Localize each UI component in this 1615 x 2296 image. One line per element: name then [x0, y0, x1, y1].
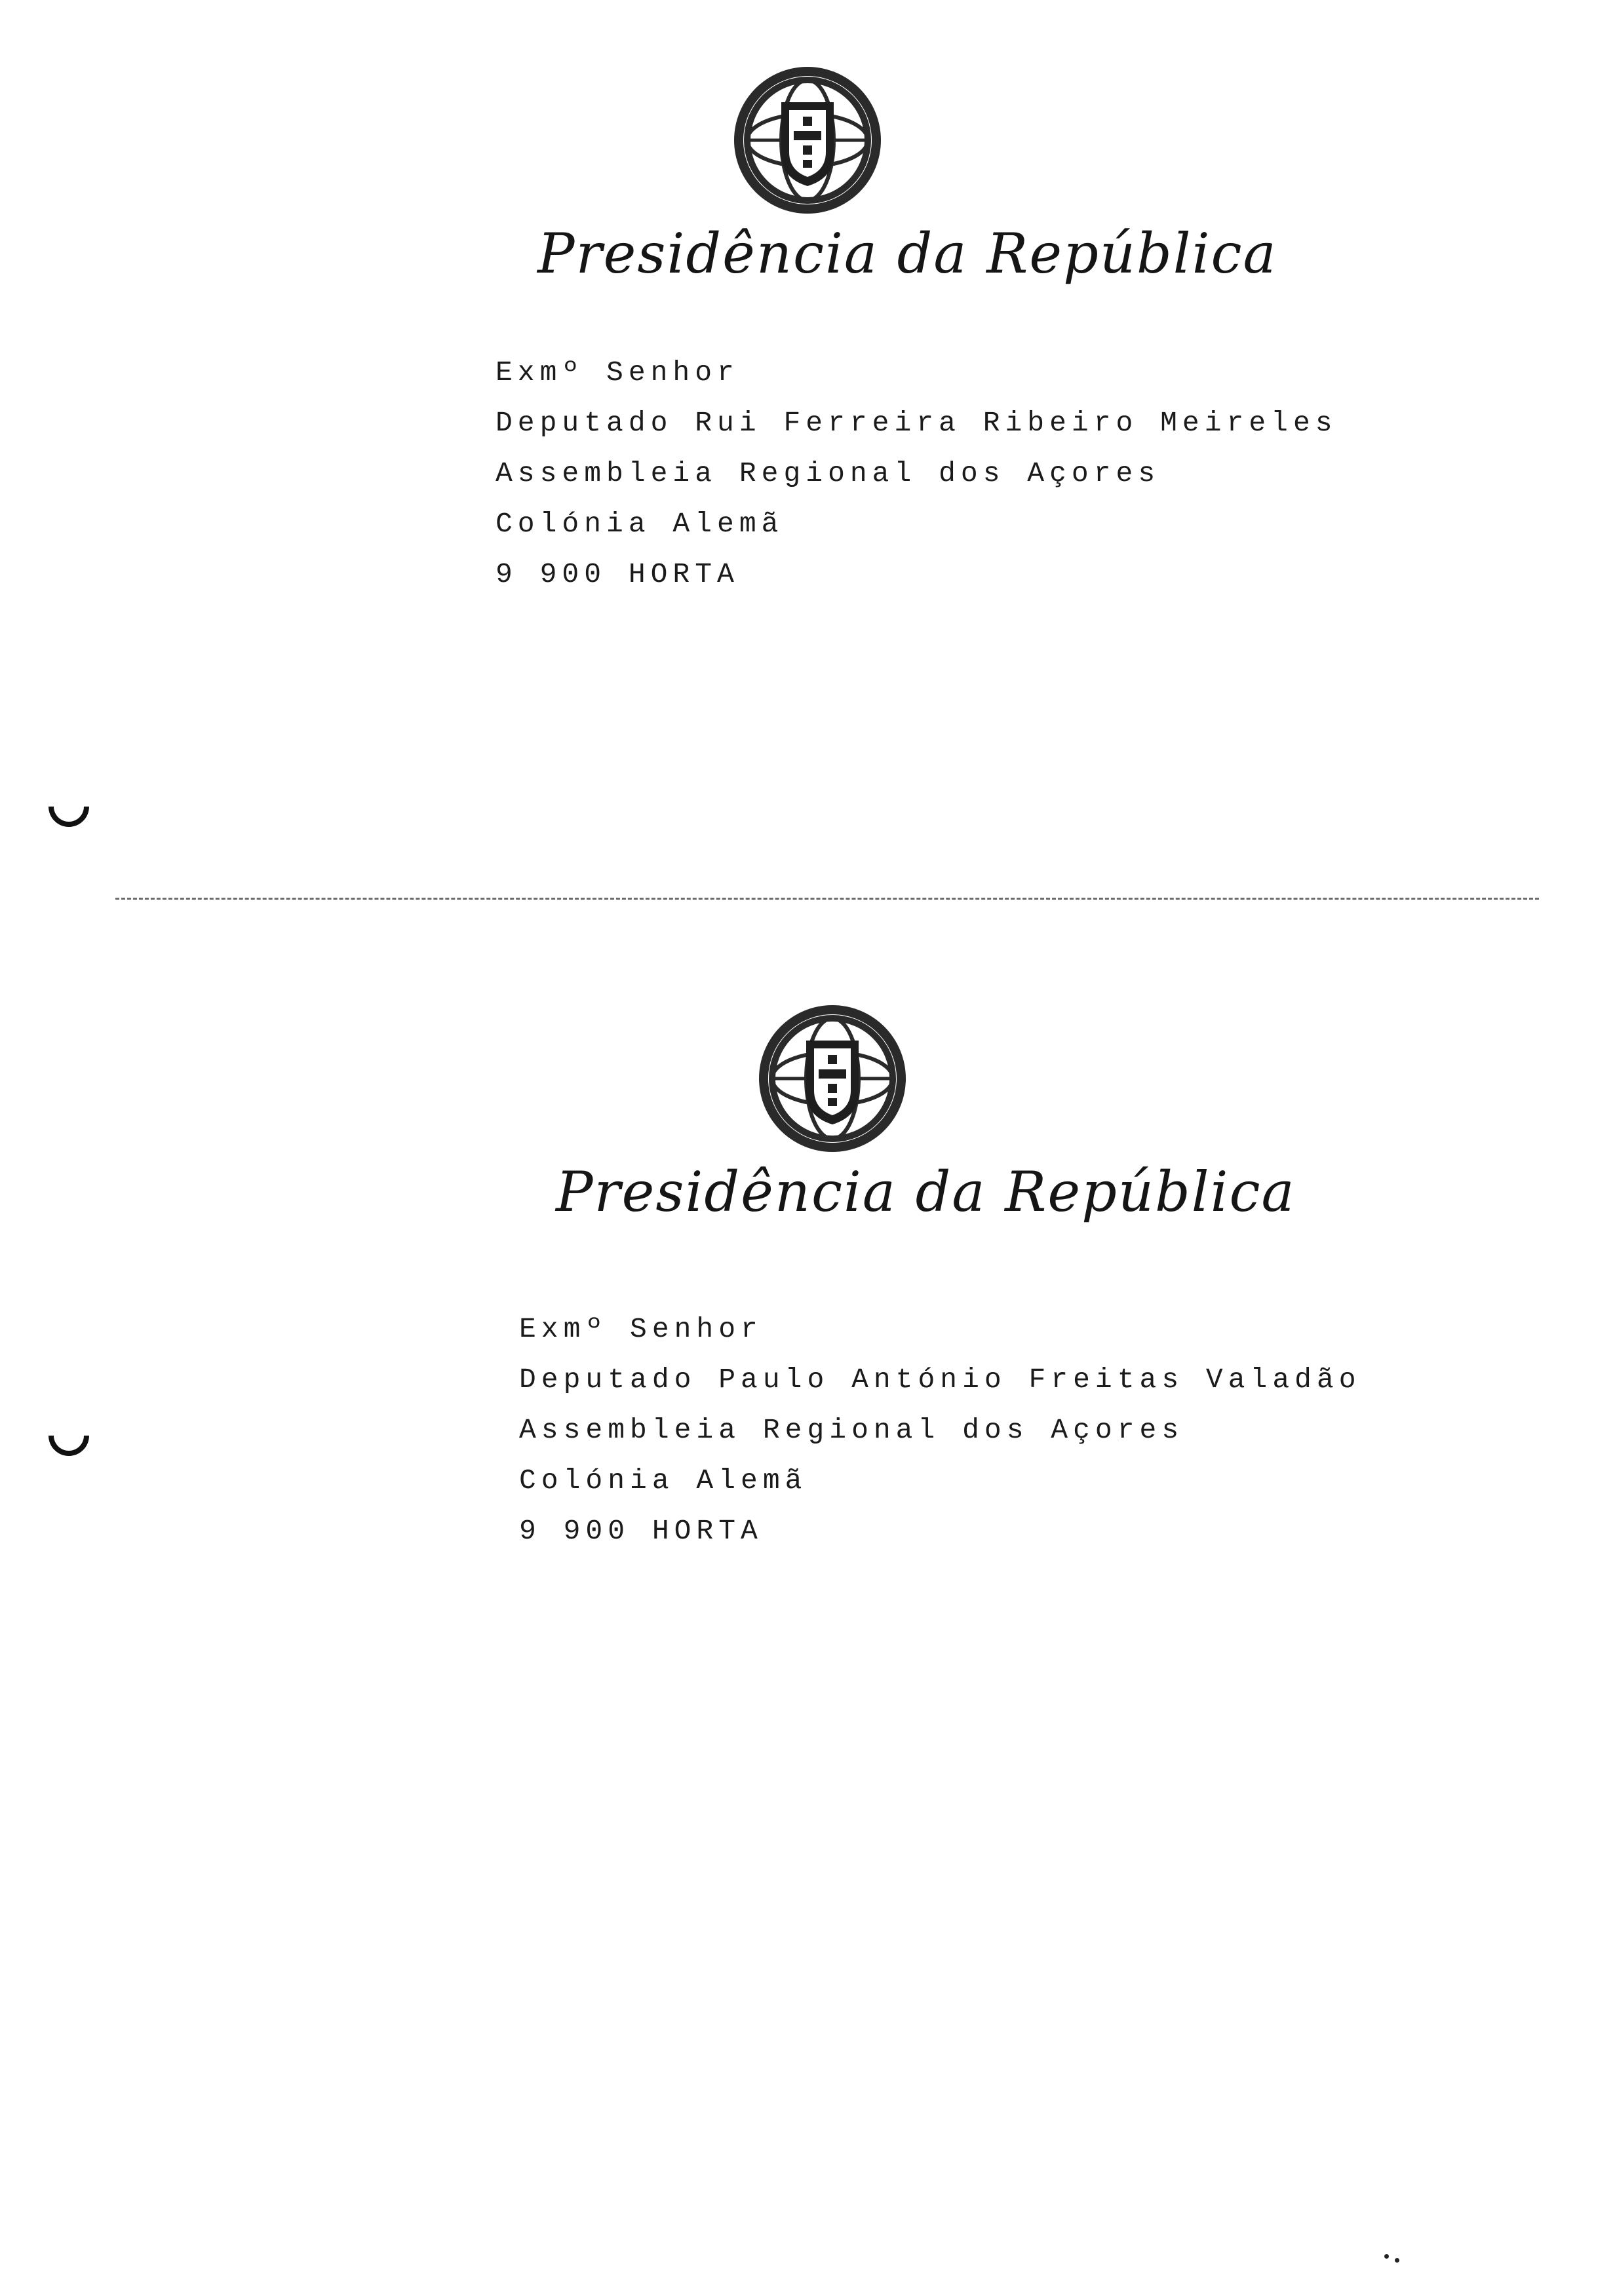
address-institution: Assembleia Regional dos Açores	[519, 1414, 1184, 1446]
address-institution: Assembleia Regional dos Açores	[496, 457, 1161, 489]
coat-of-arms-icon	[754, 1000, 911, 1157]
scan-speck	[1395, 2258, 1399, 2263]
envelope-bottom	[0, 904, 1615, 1808]
address-recipient: Deputado Rui Ferreira Ribeiro Meireles	[496, 407, 1338, 439]
address-recipient: Deputado Paulo António Freitas Valadão	[519, 1364, 1361, 1396]
address-city: 9 900 HORTA	[496, 558, 739, 590]
address-street: Colónia Alemã	[519, 1464, 808, 1497]
address-salutation: Exmº Senhor	[496, 356, 739, 389]
letterhead-title: Presidência da República	[537, 221, 1277, 286]
cut-line-divider	[115, 898, 1539, 900]
recipient-address	[519, 1304, 1361, 1556]
recipient-address	[496, 347, 1338, 600]
address-salutation: Exmº Senhor	[519, 1313, 763, 1345]
scan-speck	[1384, 2254, 1389, 2259]
address-street: Colónia Alemã	[496, 508, 784, 540]
address-city: 9 900 HORTA	[519, 1515, 763, 1547]
coat-of-arms-icon	[729, 62, 886, 219]
envelope-top	[0, 0, 1615, 904]
letterhead-title: Presidência da República	[556, 1160, 1296, 1224]
